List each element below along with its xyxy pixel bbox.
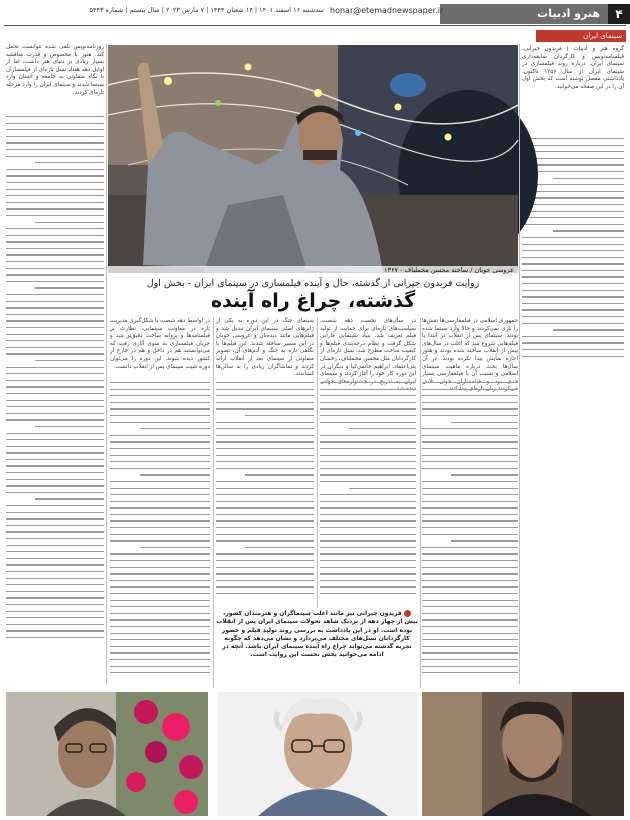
body-column-2 [320, 318, 416, 378]
body-column-1-text: جمهوری اسلامی در فیلمفارسی‌ها نقش‌ها را بازی نمی‌کردند و حالا وارد سینما شده بودند. سینمای پس از انقلاب در ابتدا با فیلم‌هایی شروع شد که اغلب در سال‌های پیش از انقلاب ساخته شده بودند و هنوز اجازه نمایش پیدا نکرده بودند. در آن سال‌ها بحث درباره ماهیت سینمای اسلامی و نسبت آن با فیلمفارسی بسیار [422, 318, 518, 378]
body-column-3 [216, 318, 314, 378]
main-photo-film-still [108, 45, 518, 273]
intro-column [522, 46, 624, 136]
column-separator [420, 318, 421, 688]
intro-text: گروه هنر و ادبیات | فریدون جیرانی، فیلمنامه‌نویس و کارگردان سابقه‌داری سینمای ایران، درباره روند فیلمسازی در سینمای ایران از سال ۱۳۵۷ تاکنون، یادداشتی مفصل نوشته است که بخش اول آن را در این صفحه می‌خوانید. [522, 46, 624, 90]
bottom-center-photo-portrait [218, 692, 418, 816]
body-column-4-lines [110, 382, 210, 682]
body-column-4 [110, 318, 210, 378]
header-rule [4, 25, 626, 26]
body-column-3-text: سینمای جنگ در این دوره به یکی از ژانرهای اصلی سینمای ایران تبدیل شد و فیلم‌هایی مانند دیده‌بان و عروسی خوبان در این مسیر ساخته شدند. این فیلم‌ها با نگاهی تازه به جنگ و آدم‌های آن، تصویر متفاوتی از سینمای بعد از انقلاب ارائه کردند و تماشاگران زیادی را به سالن‌ها کشاندند. [216, 318, 314, 378]
body-column-4-text: در اواسط دهه شصت با شکل‌گیری مدیریت تازه در معاونت سینمایی، نظارت بر فیلمنامه‌ها و پروانه ساخت دقیق‌تر شد و جریان فیلمسازی به سوی آثاری رفت که می‌توانستند هم در داخل و هم در خارج از کشور دیده شوند. این دوره را می‌توان دوره تثبیت سینمای پس از انقلاب دانست. [110, 318, 210, 370]
subsection-label: سینمای ایران [536, 30, 626, 42]
red-bullet-icon [404, 610, 411, 617]
section-title: هنرو ادبیات [537, 7, 600, 20]
article-lead-text: فریدون جیرانی نیز مانند اغلب سینماگران و هنرمندان کشور، بیش از چهار دهه از نزدیک شاهد تحولات سینمای ایران پس از انقلاب بوده است. او در این یادداشت به بررسی روند تولید فیلم و حضور کارگردانان نسل‌های مختلف می‌پردازد و نشان می‌دهد که چگونه تجربه گذشته می‌تواند چراغ راه آینده سینمای ایران باشد. آنچه در ادامه می‌خوانید بخش نخست این روایت است. [216, 610, 418, 659]
bearded-man-film-still-illustration [422, 692, 624, 816]
main-photo-caption: عروسی خوبان / ساخته محسن مخملباف - ۱۳۶۷ [108, 266, 518, 275]
column-separator [213, 318, 214, 688]
article-headline: گذشته، چراغ راه آینده [210, 290, 416, 312]
bottom-right-photo-film-still [422, 692, 624, 816]
column-separator [519, 44, 520, 684]
body-column-1 [422, 318, 518, 378]
article-kicker: روایت فریدون جیرانی از گذشته، حال و آینده فیلمسازی در سینمای ایران - بخش اول [146, 278, 480, 289]
portrait-with-flowers-illustration [6, 692, 208, 816]
left-column [6, 44, 104, 114]
column-separator [106, 44, 107, 684]
body-column-2-text: در سال‌های نخست دهه شصت، سیاست‌های تازه‌ای برای حمایت از تولید فیلم تعریف شد. بنیاد سینمایی فارابی شکل گرفت و نظام درجه‌بندی فیلم‌ها و کیفیت ساخت مطرح شد. نسل تازه‌ای از کارگردانان مثل محسن مخملباف، رخشان بنی‌اعتماد، ابراهیم حاتمی‌کیا و دیگران در این دوره کار خود را آغاز کردند و سینمای [320, 318, 416, 378]
body-column-1-lines [422, 382, 518, 682]
section-band [440, 4, 630, 24]
page-header [0, 0, 630, 26]
bottom-left-photo-portrait [6, 692, 208, 816]
column-separator [317, 318, 318, 608]
body-column-2-lines [320, 382, 416, 604]
section-email[interactable]: honar@etemadnewspaper.ir [330, 6, 444, 15]
article-lead [216, 610, 418, 660]
elderly-man-portrait-illustration [218, 692, 418, 816]
date-line: سه‌شنبه ۱۶ اسفند ۱۴۰۱ | ۱۴ شعبان ۱۴۴۴ | ۷ مارس ۲۰۲۳ | سال بیستم | شماره ۵۴۴۳ [89, 6, 324, 14]
film-still-illustration [108, 45, 518, 273]
left-column-text-lines [6, 116, 104, 690]
page-number: ۴ [608, 4, 630, 24]
left-column-text: روزنامه‌نویس تلقی شده نتوانست تحمل کند. هنوز با مخصوص و قدرت مناقشه بسیار زیادی بر دنیای هنر داشت، اما از اوایل دهه هفتاد نسل تازه‌ای از فیلمسازان با نگاه متفاوتی به جامعه و انسان وارد سینما شدند و سینمای ایران را وارد مرحله تازه‌ای کردند. [6, 44, 104, 96]
body-column-3-lines [216, 382, 314, 604]
